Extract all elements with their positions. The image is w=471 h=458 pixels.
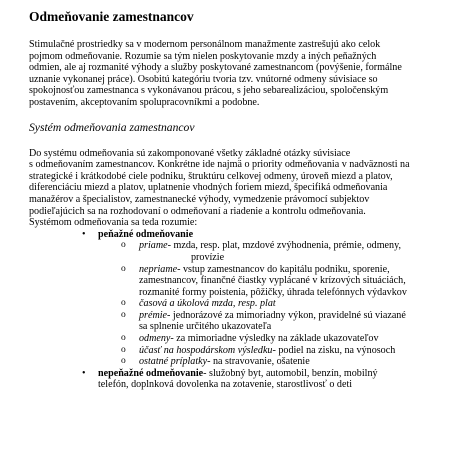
reward-list — [29, 229, 459, 241]
term: odmeny — [139, 333, 171, 345]
term: ostatné príplatky — [139, 356, 208, 368]
text-line: spokojnosťou zamestnanca s vykonávanou prácou, s jeho sebarealizáciou, spoločenským — [29, 85, 389, 97]
bullet-icon: • — [82, 367, 86, 379]
circle-bullet-icon: o — [121, 309, 126, 320]
circle-bullet-icon: o — [121, 344, 126, 355]
description: sa splnenie určitého ukazovateľa — [139, 321, 272, 333]
list-item-label: peňažné odmeňovanie — [98, 228, 194, 240]
description: - za mimoriadne výsledky na základe ukazovateľov — [170, 333, 379, 345]
list-item — [29, 264, 459, 299]
text-line: Do systému odmeňovania sú zakomponované všetky základné otázky súvisiace — [29, 147, 351, 159]
circle-bullet-icon: o — [121, 240, 126, 251]
text-line: podieľajúcich sa na rozhodovaní o odmeňovaní a riadenie a kontrolu odmeňovania. — [29, 205, 366, 217]
section-subtitle: Systém odmeňovania zamestnancov — [29, 120, 195, 134]
description: - na stravovanie, ošatenie — [207, 356, 310, 368]
bullet-icon: • — [82, 228, 86, 240]
page-title: Odmeňovanie zamestnancov — [29, 9, 194, 24]
text-line: Systémom odmeňovania sa teda rozumie: — [29, 217, 198, 229]
text-line: strategické i krátkodobé ciele podniku, štruktúru celkovej odmeny, úroveň miezd a platov, — [29, 170, 393, 182]
description: - mzda, resp. plat, mzdové zvýhodnenia, prémie, odmeny, — [167, 240, 401, 252]
list-item-label: nepeňažné odmeňovanie — [98, 367, 204, 379]
circle-bullet-icon: o — [121, 298, 126, 309]
text-line: diferenciáciu miezd a platov, uplatnenie vhodných foriem miezd, špecifiká odmeňovania — [29, 182, 388, 194]
list-item — [29, 310, 459, 333]
description: rozmanité formy poistenia, pôžičky, úhrada telefónnych výdavkov — [139, 286, 407, 298]
description: telefón, doplnková dovolenka na zotavenie, starostlivosť o deti — [98, 379, 353, 391]
list-item — [29, 356, 459, 368]
list-item — [29, 298, 459, 310]
description: zamestnancov, finančné čiastky vyplácané v krízových situáciách, — [139, 275, 406, 287]
description: - služobný byt, automobil, benzín, mobilný — [203, 367, 378, 379]
intro-paragraph — [29, 39, 459, 109]
circle-bullet-icon: o — [121, 263, 126, 274]
list-item — [29, 240, 459, 263]
text-line: uznanie vykonanej práce). Osobitú kategóriu tvoria tzv. vnútorné odmeny súvisiace so — [29, 73, 378, 85]
text-line: postavením, akceptovaním spolupracovníkmi a podobne. — [29, 96, 260, 108]
text-line: odmien, ale aj rozmanité výhody a služby poskytované zamestnancom (povýšenie, formálne — [29, 62, 402, 74]
term: prémie — [139, 309, 168, 321]
monetary-sublist — [29, 240, 459, 368]
term: účasť na hospodárskom výsledku — [139, 344, 273, 356]
system-paragraph — [29, 148, 459, 229]
description: - jednorázové za mimoriadny výkon, pravidelné sú viazané — [167, 309, 406, 321]
circle-bullet-icon: o — [121, 356, 126, 367]
circle-bullet-icon: o — [121, 333, 126, 344]
text-line: pojmom odmeňovanie. Rozumie sa tým nielen poskytovanie mzdy a iných peňažných — [29, 50, 377, 62]
reward-list-2 — [29, 368, 459, 391]
description: - vstup zamestnancov do kapitálu podniku, sporenie, — [177, 263, 390, 275]
term: priame — [139, 240, 168, 252]
text-line: manažérov a špecialistov, zamestnanecké výhody, vymedzenie právomocí subjektov — [29, 193, 370, 205]
list-item-monetary — [29, 229, 459, 241]
list-item — [29, 345, 459, 357]
list-item-nonmonetary — [29, 368, 459, 391]
term: nepriame — [139, 263, 178, 275]
list-item — [29, 333, 459, 345]
description: - podiel na zisku, na výnosoch — [272, 344, 396, 356]
text-line: s odmeňovaním zamestnancov. Konkrétne ide najmä o priority odmeňovania v nadväznosti na — [29, 159, 410, 171]
term: časová a úkolová mzda, resp. plat — [139, 298, 276, 310]
description: provízie — [191, 251, 225, 263]
text-line: Stimulačné prostriedky sa v modernom personálnom manažmente zastrešujú ako celok — [29, 39, 381, 50]
